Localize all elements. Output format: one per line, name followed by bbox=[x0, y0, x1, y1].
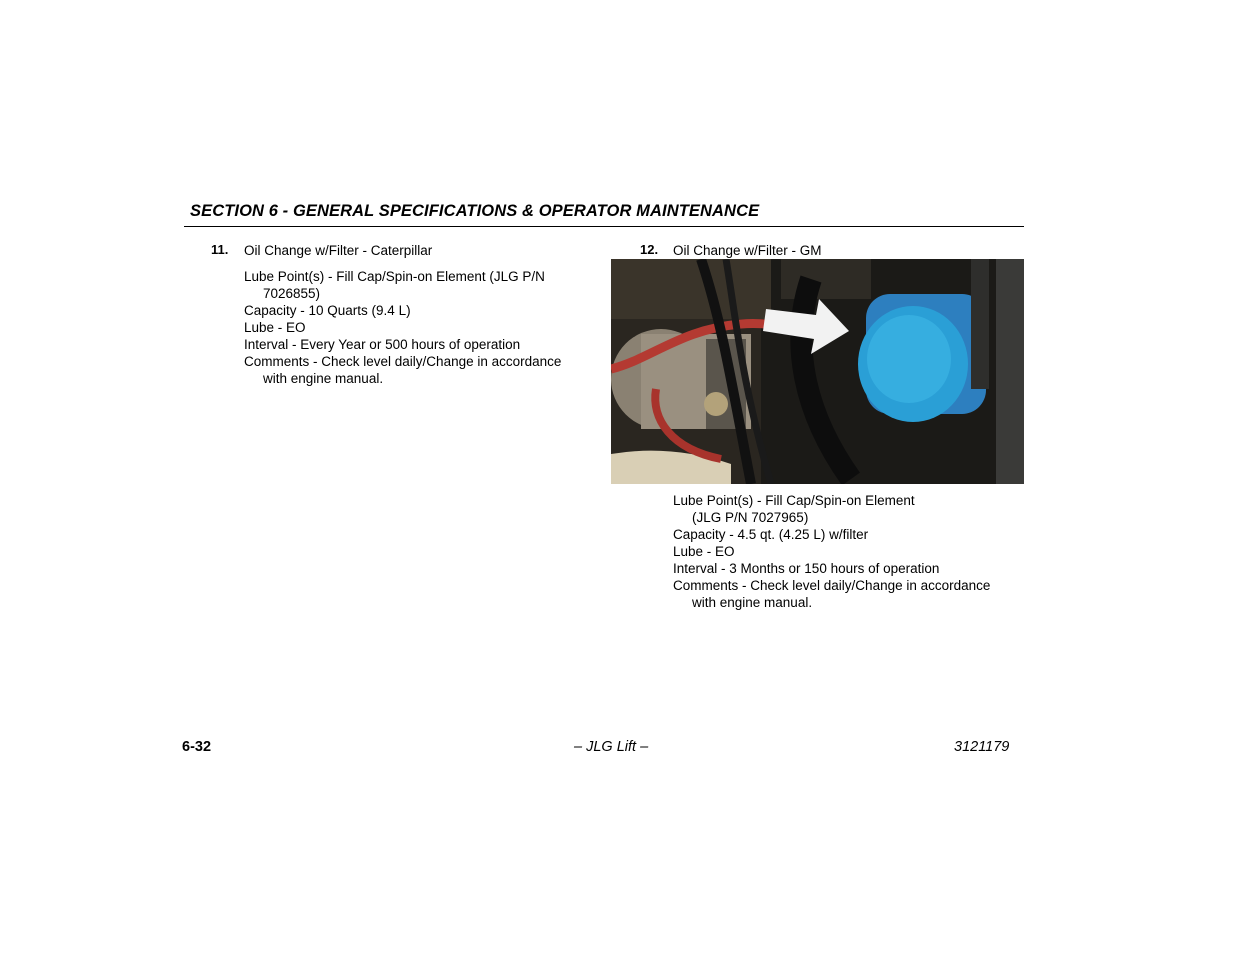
page-number: 6-32 bbox=[182, 739, 212, 755]
item-11-details bbox=[244, 268, 561, 387]
document-number: 3121179 bbox=[954, 739, 1010, 755]
footer-title: – JLG Lift – bbox=[574, 739, 649, 755]
item-12-title: Oil Change w/Filter - GM bbox=[673, 243, 822, 258]
detail-line: Capacity - 10 Quarts (9.4 L) bbox=[244, 303, 411, 318]
detail-line: (JLG P/N 7027965) bbox=[692, 510, 809, 525]
detail-line: 7026855) bbox=[263, 286, 321, 301]
detail-line: Comments - Check level daily/Change in accordance bbox=[673, 578, 991, 593]
header-divider bbox=[184, 226, 1024, 227]
section-title: SECTION 6 - GENERAL SPECIFICATIONS & OPERATOR MAINTENANCE bbox=[190, 202, 760, 220]
engine-oil-filter-photo bbox=[611, 259, 1024, 484]
detail-line: Lube Point(s) - Fill Cap/Spin-on Element bbox=[673, 493, 915, 508]
item-12-number: 12. bbox=[640, 242, 659, 257]
detail-line: Lube Point(s) - Fill Cap/Spin-on Element (JLG P/N bbox=[244, 269, 545, 284]
detail-line: Comments - Check level daily/Change in accordance bbox=[244, 354, 562, 369]
item-11-number: 11. bbox=[211, 242, 229, 257]
item-12-details bbox=[673, 492, 990, 611]
detail-line: Lube - EO bbox=[244, 320, 306, 335]
detail-line: Capacity - 4.5 qt. (4.25 L) w/filter bbox=[673, 527, 869, 542]
detail-line: with engine manual. bbox=[692, 595, 813, 610]
detail-line: Interval - Every Year or 500 hours of operation bbox=[244, 337, 521, 352]
detail-line: Interval - 3 Months or 150 hours of operation bbox=[673, 561, 940, 576]
detail-line: with engine manual. bbox=[263, 371, 384, 386]
item-11-title: Oil Change w/Filter - Caterpillar bbox=[244, 243, 433, 258]
detail-line: Lube - EO bbox=[673, 544, 735, 559]
